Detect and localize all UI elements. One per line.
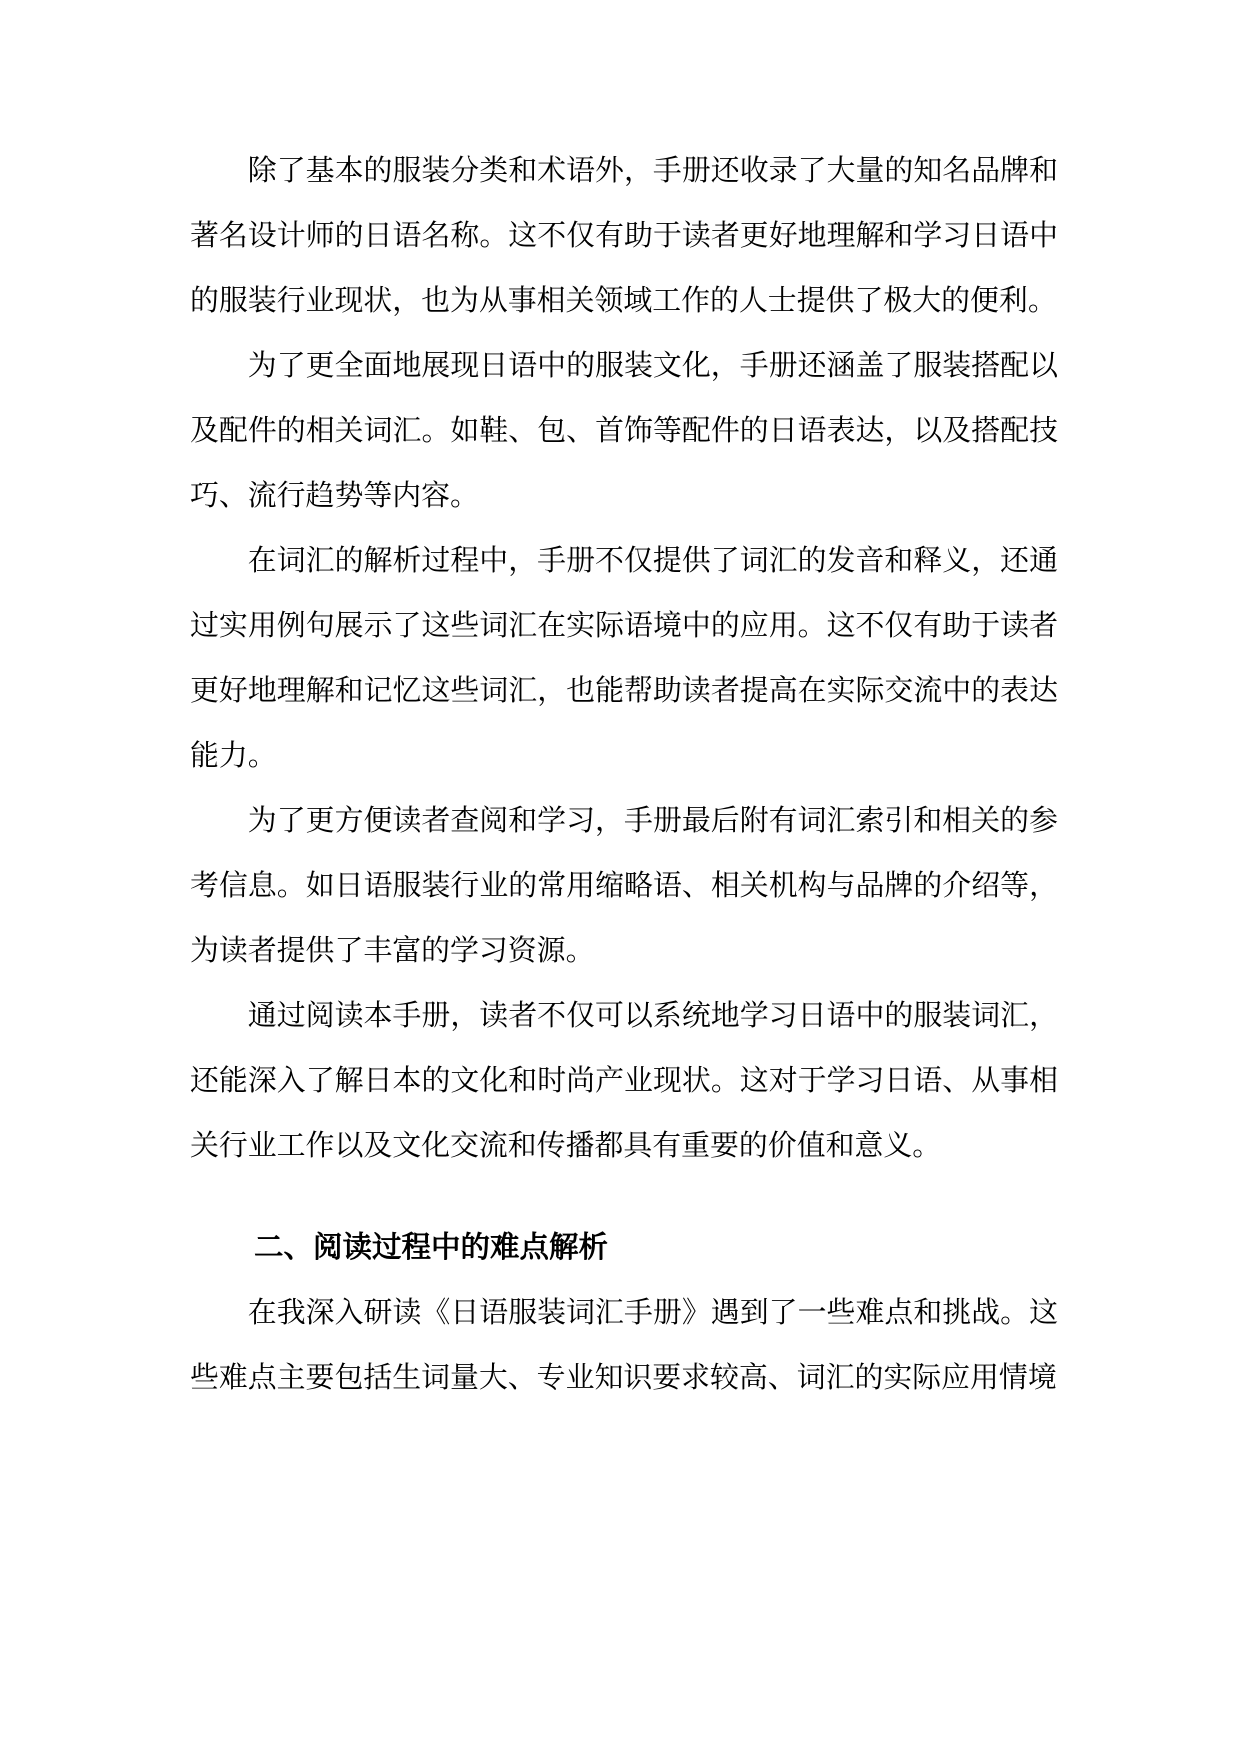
paragraph-brands-designers: 除了基本的服装分类和术语外，手册还收录了大量的知名品牌和著名设计师的日语名称。这不仅有助于读者更好地理解和学习日语中的服装行业现状，也为从事相关领域工作的人士提供了极大的便利。 — [190, 153, 1058, 317]
paragraph-index-references: 为了更方便读者查阅和学习，手册最后附有词汇索引和相关的参考信息。如日语服装行业的常用缩略语、相关机构与品牌的介绍等，为读者提供了丰富的学习资源。 — [190, 803, 1058, 967]
section-heading: 二、阅读过程中的难点解析 — [254, 1230, 609, 1264]
paragraph-vocabulary-analysis: 在词汇的解析过程中，手册不仅提供了词汇的发音和释义，还通过实用例句展示了这些词汇在实际语境中的应用。这不仅有助于读者更好地理解和记忆这些词汇，也能帮助读者提高在实际交流中的表达能力。 — [190, 543, 1058, 772]
paragraph-accessories: 为了更全面地展现日语中的服装文化，手册还涵盖了服装搭配以及配件的相关词汇。如鞋、包、首饰等配件的日语表达，以及搭配技巧、流行趋势等内容。 — [190, 348, 1058, 512]
paragraph-difficulties: 在我深入研读《日语服装词汇手册》遇到了一些难点和挑战。这些难点主要包括生词量大、专业知识要求较高、词汇的实际应用情境 — [190, 1295, 1058, 1394]
document-body — [190, 138, 1058, 1410]
paragraph-conclusion: 通过阅读本手册，读者不仅可以系统地学习日语中的服装词汇，还能深入了解日本的文化和时尚产业现状。这对于学习日语、从事相关行业工作以及文化交流和传播都具有重要的价值和意义。 — [190, 998, 1058, 1162]
